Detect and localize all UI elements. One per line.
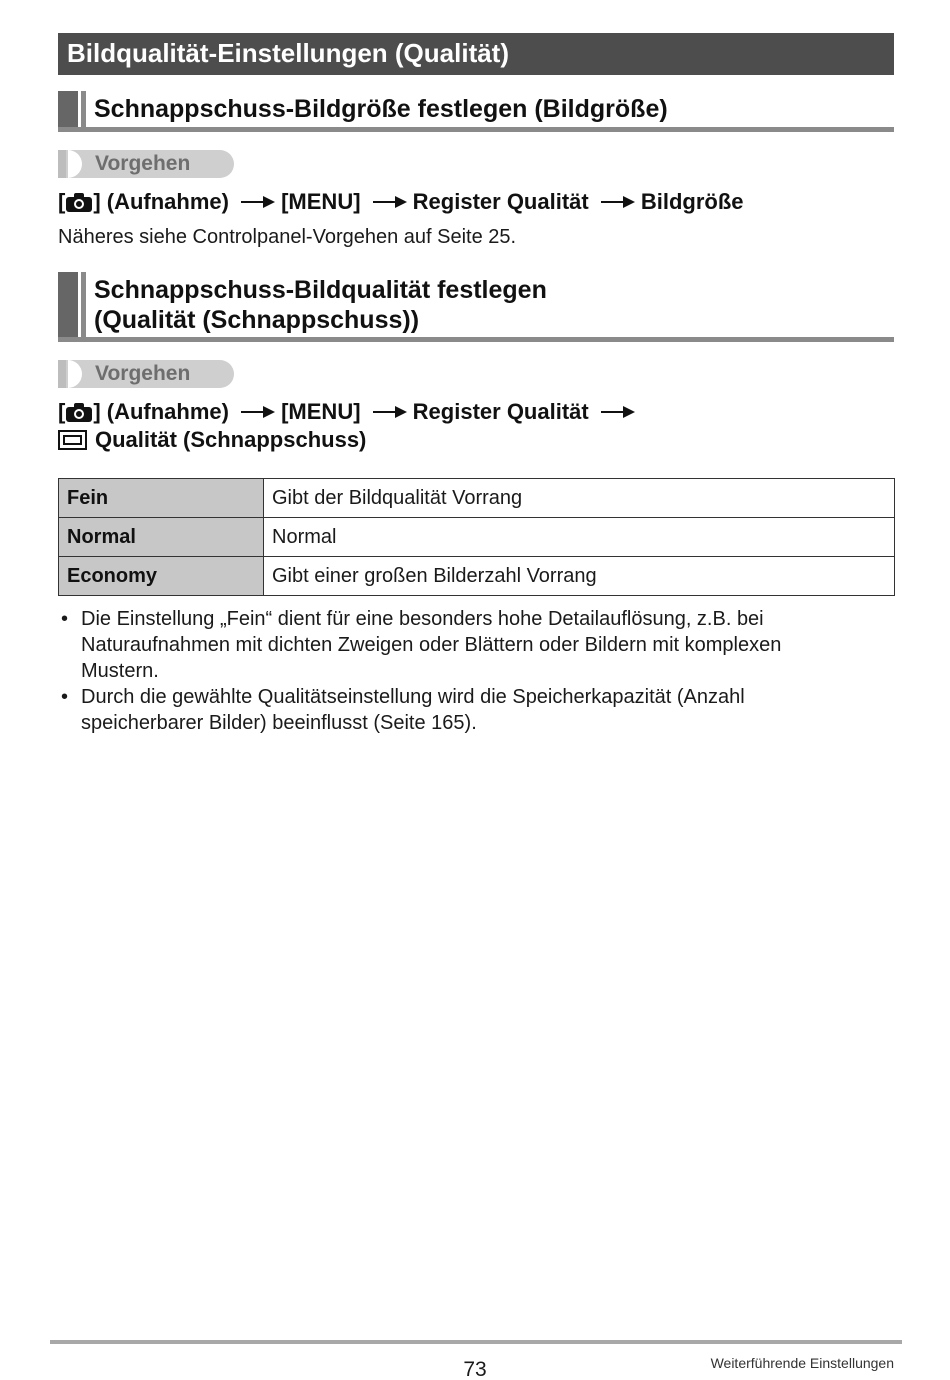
page-number: 73 bbox=[463, 1358, 487, 1380]
menu-label: [MENU] bbox=[281, 189, 361, 215]
section-heading-line1: Schnappschuss-Bildqualität festlegen bbox=[94, 276, 547, 304]
quality-options-table bbox=[58, 478, 895, 596]
footer-divider bbox=[50, 1340, 902, 1344]
target-label: Bildgröße bbox=[640, 189, 744, 215]
aufnahme-label: ] (Aufnahme) bbox=[93, 399, 229, 425]
bracket-open: [ bbox=[58, 399, 66, 425]
vorgehen-tag bbox=[58, 360, 234, 388]
table-row bbox=[59, 518, 895, 557]
register-label: Register Qualität bbox=[412, 189, 589, 215]
list-item bbox=[58, 684, 894, 736]
target-label: Qualität (Schnappschuss) bbox=[95, 427, 367, 453]
menu-path-qualitaet bbox=[58, 397, 641, 426]
camera-icon bbox=[66, 193, 92, 212]
tag-notch bbox=[68, 360, 82, 388]
notes-list bbox=[58, 606, 894, 736]
section-heading-line2: (Qualität (Schnappschuss)) bbox=[94, 306, 420, 334]
arrow-right-icon bbox=[241, 195, 275, 209]
bracket-open: [ bbox=[58, 189, 66, 215]
menu-label: [MENU] bbox=[281, 399, 361, 425]
heading-bar-dark bbox=[58, 91, 78, 127]
quality-icon bbox=[58, 430, 87, 450]
section-heading-qualitaet bbox=[58, 272, 894, 342]
arrow-right-icon bbox=[601, 195, 635, 209]
reference-note: Näheres siehe Controlpanel-Vorgehen auf Seite 25. bbox=[58, 226, 517, 248]
tag-stripe bbox=[58, 360, 66, 388]
option-name: Economy bbox=[59, 557, 264, 596]
section-heading-text: Schnappschuss-Bildgröße festlegen (Bildgröße) bbox=[94, 95, 668, 123]
option-name: Fein bbox=[59, 479, 264, 518]
aufnahme-label: ] (Aufnahme) bbox=[93, 189, 229, 215]
heading-bar-light bbox=[81, 91, 86, 127]
arrow-right-icon bbox=[373, 405, 407, 419]
vorgehen-label: Vorgehen bbox=[95, 152, 191, 175]
section-heading-bildgroesse bbox=[58, 91, 894, 132]
arrow-right-icon bbox=[601, 405, 635, 419]
option-name: Normal bbox=[59, 518, 264, 557]
bullet-text-line: speicherbarer Bilder) beeinflusst (Seite 165). bbox=[81, 712, 477, 734]
bullet-text-line: Durch die gewählte Qualitätseinstellung wird die Speicherkapazität (Anzahl bbox=[81, 686, 745, 708]
vorgehen-tag bbox=[58, 150, 234, 178]
table-row bbox=[59, 479, 895, 518]
table-row bbox=[59, 557, 895, 596]
bullet-symbol: • bbox=[61, 686, 69, 708]
register-label: Register Qualität bbox=[412, 399, 589, 425]
bullet-text-line: Mustern. bbox=[81, 660, 159, 682]
option-description: Gibt einer großen Bilderzahl Vorrang bbox=[264, 557, 895, 596]
chapter-label: Weiterführende Einstellungen bbox=[710, 1355, 894, 1371]
option-description: Normal bbox=[264, 518, 895, 557]
tag-notch bbox=[68, 150, 82, 178]
page-title: Bildqualität-Einstellungen (Qualität) bbox=[58, 33, 894, 75]
heading-bar-dark bbox=[58, 272, 78, 337]
bullet-text-line: Naturaufnahmen mit dichten Zweigen oder Blättern oder Bildern mit komplexen bbox=[81, 634, 782, 656]
heading-bar-light bbox=[81, 272, 86, 337]
list-item bbox=[58, 606, 894, 684]
vorgehen-label: Vorgehen bbox=[95, 362, 191, 385]
bullet-symbol: • bbox=[61, 608, 69, 630]
camera-icon bbox=[66, 403, 92, 422]
menu-path-bildgroesse bbox=[58, 187, 744, 216]
arrow-right-icon bbox=[373, 195, 407, 209]
bullet-text-line: Die Einstellung „Fein“ dient für eine besonders hohe Detailauflösung, z.B. bei bbox=[81, 608, 764, 630]
menu-path-qualitaet-target bbox=[58, 425, 366, 454]
option-description: Gibt der Bildqualität Vorrang bbox=[264, 479, 895, 518]
tag-stripe bbox=[58, 150, 66, 178]
arrow-right-icon bbox=[241, 405, 275, 419]
